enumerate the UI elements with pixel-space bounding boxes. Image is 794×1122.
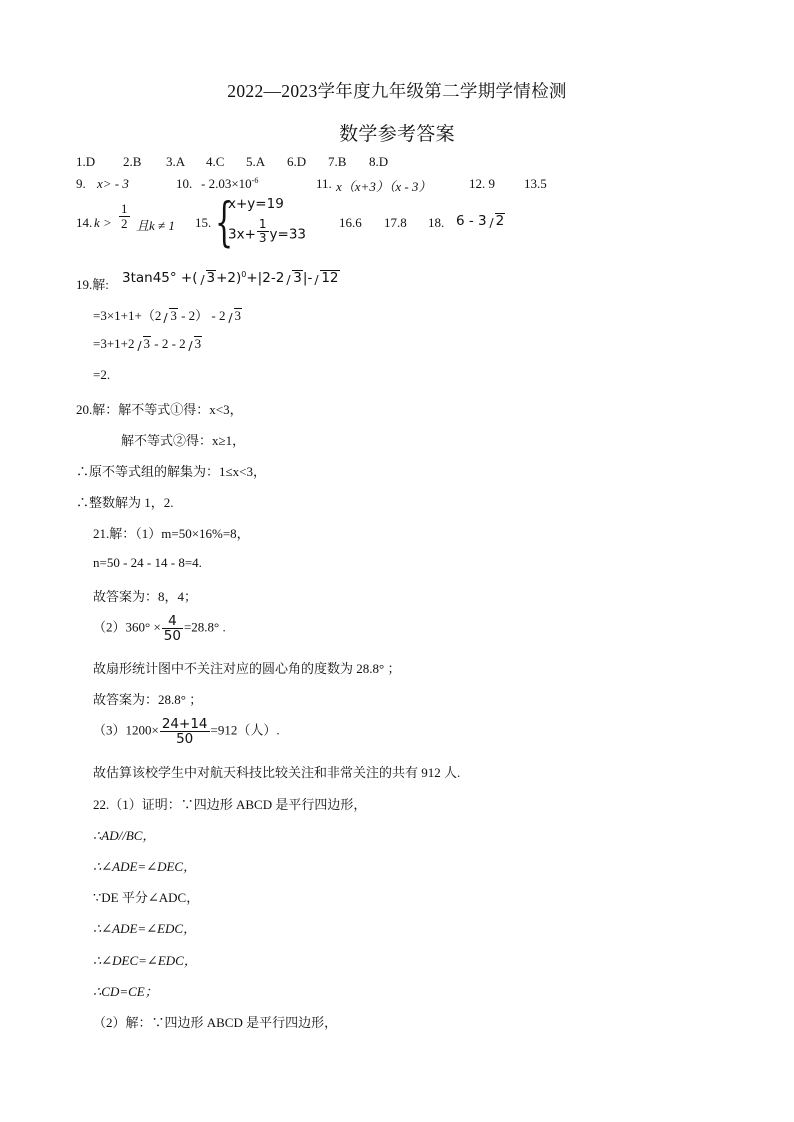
- answer-11-number: 11.: [316, 176, 332, 191]
- answer-3: 3.A: [166, 154, 186, 169]
- solution-20-line-2: 解不等式②得：x≥1，: [121, 433, 246, 448]
- page-title: 2022—2023学年度九年级第二学期学情检测: [227, 81, 567, 101]
- solution-22-line-5: ∴∠ADE=∠EDC，: [93, 921, 197, 936]
- solution-21-line-3: 故答案为：8，4；: [93, 589, 198, 604]
- answer-13: 13.5: [524, 176, 547, 191]
- solution-22-line-8: （2）解：∵四边形 ABCD 是平行四边形，: [93, 1015, 338, 1030]
- solution-21-line-6: 故答案为：28.8° ；: [93, 692, 203, 707]
- answer-11: x（x+3）（x - 3）: [336, 179, 432, 194]
- answer-9: x> - 3: [97, 176, 129, 191]
- answer-10-number: 10.: [176, 176, 193, 191]
- answer-5: 5.A: [246, 154, 266, 169]
- answer-18: 6 - 3 2: [456, 213, 505, 229]
- solution-22-line-4: ∵DE 平分∠ADC，: [93, 890, 200, 905]
- answer-9-number: 9.: [76, 176, 86, 191]
- answer-14-number: 14.: [76, 215, 93, 230]
- answer-2: 2.B: [123, 154, 142, 169]
- solution-19-expression: 3tan45° +( 3+2)$^0$+|2-2 3|- 12: [122, 270, 339, 286]
- solution-22-line-7: ∴CD=CE；: [93, 984, 158, 999]
- solution-19-step-1: =3×1+1+（2 3 - 2） - 2 3: [93, 308, 241, 323]
- answer-12: 12. 9: [469, 176, 495, 191]
- system-brace-icon: {: [215, 193, 234, 253]
- answer-1: 1.D: [76, 154, 96, 169]
- solution-19-result: =2.: [93, 367, 111, 382]
- answer-16: 16.6: [339, 215, 362, 230]
- answer-17: 17.8: [384, 215, 407, 230]
- answer-18-number: 18.: [428, 215, 445, 230]
- answer-7: 7.B: [328, 154, 347, 169]
- solution-21-line-5: 故扇形统计图中不关注对应的圆心角的度数为 28.8° ；: [93, 661, 401, 676]
- solution-19-step-2: =3+1+2 3 - 2 - 2 3: [93, 336, 202, 351]
- solution-21-line-8: 故估算该校学生中对航天科技比较关注和非常关注的共有 912 人.: [93, 765, 461, 780]
- answer-15-equation-2: 3x+ $\frac{1}{3}$ y=33: [228, 217, 307, 245]
- answer-14-k: k >: [94, 215, 112, 230]
- answer-14-rest: 且k ≠ 1: [136, 218, 175, 233]
- solution-20-line-4: ∴整数解为 1，2.: [76, 495, 174, 510]
- solution-22-line-3: ∴∠ADE=∠DEC，: [93, 859, 197, 874]
- solution-22-line-6: ∴∠DEC=∠EDC，: [93, 953, 197, 968]
- answer-8: 8.D: [369, 154, 389, 169]
- solution-21-line-4: （2）360° × $\frac{4}{50}$ =28.8° .: [93, 613, 226, 645]
- solution-20-line-1: 20.解：解不等式①得：x<3，: [76, 402, 243, 417]
- answer-15-equation-1: x+y=19: [228, 196, 284, 212]
- answer-15-number: 15.: [195, 215, 212, 230]
- answer-10: - $2.03\times 10^{-6}$: [201, 176, 259, 191]
- page-subtitle: 数学参考答案: [339, 124, 455, 145]
- solution-19-label: 19.解:: [76, 277, 109, 292]
- answer-6: 6.D: [287, 154, 307, 169]
- solution-21-line-1: 21.解：（1）m=50×16%=8，: [93, 526, 250, 541]
- answer-14-fraction: $\frac{1}{2}$: [121, 201, 128, 231]
- solution-21-line-2: n=50 - 24 - 14 - 8=4.: [93, 555, 202, 570]
- solution-20-line-3: ∴原不等式组的解集为：1≤x<3，: [76, 464, 266, 479]
- solution-21-line-7: （3）1200× $\frac{24+14}{50}$ =912（人）.: [93, 716, 280, 748]
- answer-4: 4.C: [206, 154, 225, 169]
- solution-22-line-2: ∴AD//BC，: [93, 828, 156, 843]
- solution-22-line-1: 22.（1）证明：∵四边形 ABCD 是平行四边形，: [93, 797, 367, 812]
